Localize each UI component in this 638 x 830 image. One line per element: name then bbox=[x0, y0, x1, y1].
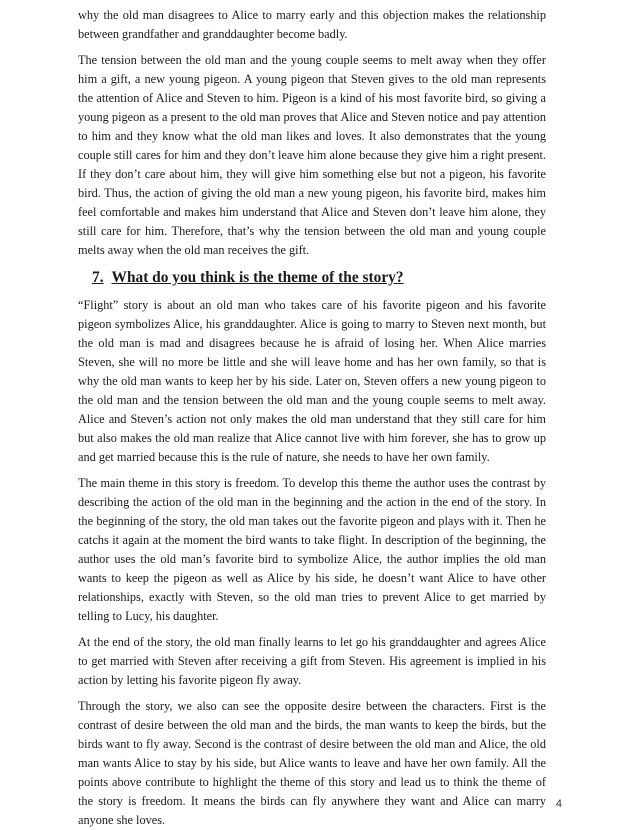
paragraph-ending: At the end of the story, the old man finally learns to let go his granddaughter and agrees Alice to get married with Steven after receiving a gift from Steven. His agreement is implied in his action by letting his favorite pigeon fly away. bbox=[78, 635, 546, 687]
paragraph-opposite-desire: Through the story, we also can see the opposite desire between the characters. First is the contrast of desire between the old man and the birds, the man wants to keep the birds, but the birds want to fly away. Second is the contrast of desire between the old man and Alice, the old man wants Alice to stay by his side, but Alice wants to leave and have her own family. All the points above contribute to highlight the theme of this story and lead us to think the theme of the story is freedom. It means the birds can fly anywhere they want and Alice can marry anyone she loves. bbox=[78, 699, 546, 827]
heading-text: What do you think is the theme of the story? bbox=[111, 269, 404, 286]
paragraph-story-summary: “Flight” story is about an old man who takes care of his favorite pigeon and his favorite pigeon symbolizes Alice, his granddaughter. Alice is going to marry to Steven next month, but the old man is mad and disagrees because he is afraid of losing her. When Alice marries Steven, she will no more be little and she will leave home and has her own family, so that is why the old man wants to keep her by his side. Later on, Steven offers a new young pigeon to the old man and the tension between the old man and the young couple seems to melt away. Alice and Steven’s action not only makes the old man understand that they still care for him but also makes the old man realize that Alice cannot live with him forever, she has to grow up and get married because this is the rule of nature, she needs to have her own family. bbox=[78, 298, 546, 464]
heading-number: 7. bbox=[92, 269, 104, 286]
paragraph-gift-tension: The tension between the old man and the young couple seems to melt away when they offer him a gift, a new young pigeon. A young pigeon that Steven gives to the old man represents the attention of Alice and Steven to him. Pigeon is a kind of his most favorite bird, so giving a young pigeon as a present to the old man proves that Alice and Steven notice and pay attention to him and they know what the old man likes and loves. It also demonstrates that the young couple still cares for him and they don’t leave him alone because they give him a right present. If they don’t care about him, they will give him something else but not a pigeon, his favorite bird. Thus, the action of giving the old man a new young pigeon, his favorite bird, makes him feel comfortable and makes him understand that Alice and Steven don’t leave him alone, they still care for him. Therefore, that’s why the tension between the old man and young couple melts away when the old man receives the gift. bbox=[78, 53, 546, 257]
page-number: 4 bbox=[555, 798, 562, 810]
section-heading-theme bbox=[92, 267, 546, 289]
paragraph-main-theme: The main theme in this story is freedom. To develop this theme the author uses the contrast by describing the action of the old man in the beginning and the action in the end of the story. In the beginning of the story, the old man takes out the favorite pigeon and plays with it. Then he catchs it again at the moment the bird wants to take flight. In description of the beginning, the author uses the old man’s favorite bird to symbolize Alice, the author implies the old man wants to keep the pigeon as well as Alice by his side, he doesn’t want Alice to have other relationships, exactly with Steven, so the old man tries to prevent Alice to get married by telling to Lucy, his daughter. bbox=[78, 476, 546, 623]
paragraph-continuation: why the old man disagrees to Alice to marry early and this objection makes the relationship between grandfather and granddaughter become badly. bbox=[78, 8, 546, 41]
